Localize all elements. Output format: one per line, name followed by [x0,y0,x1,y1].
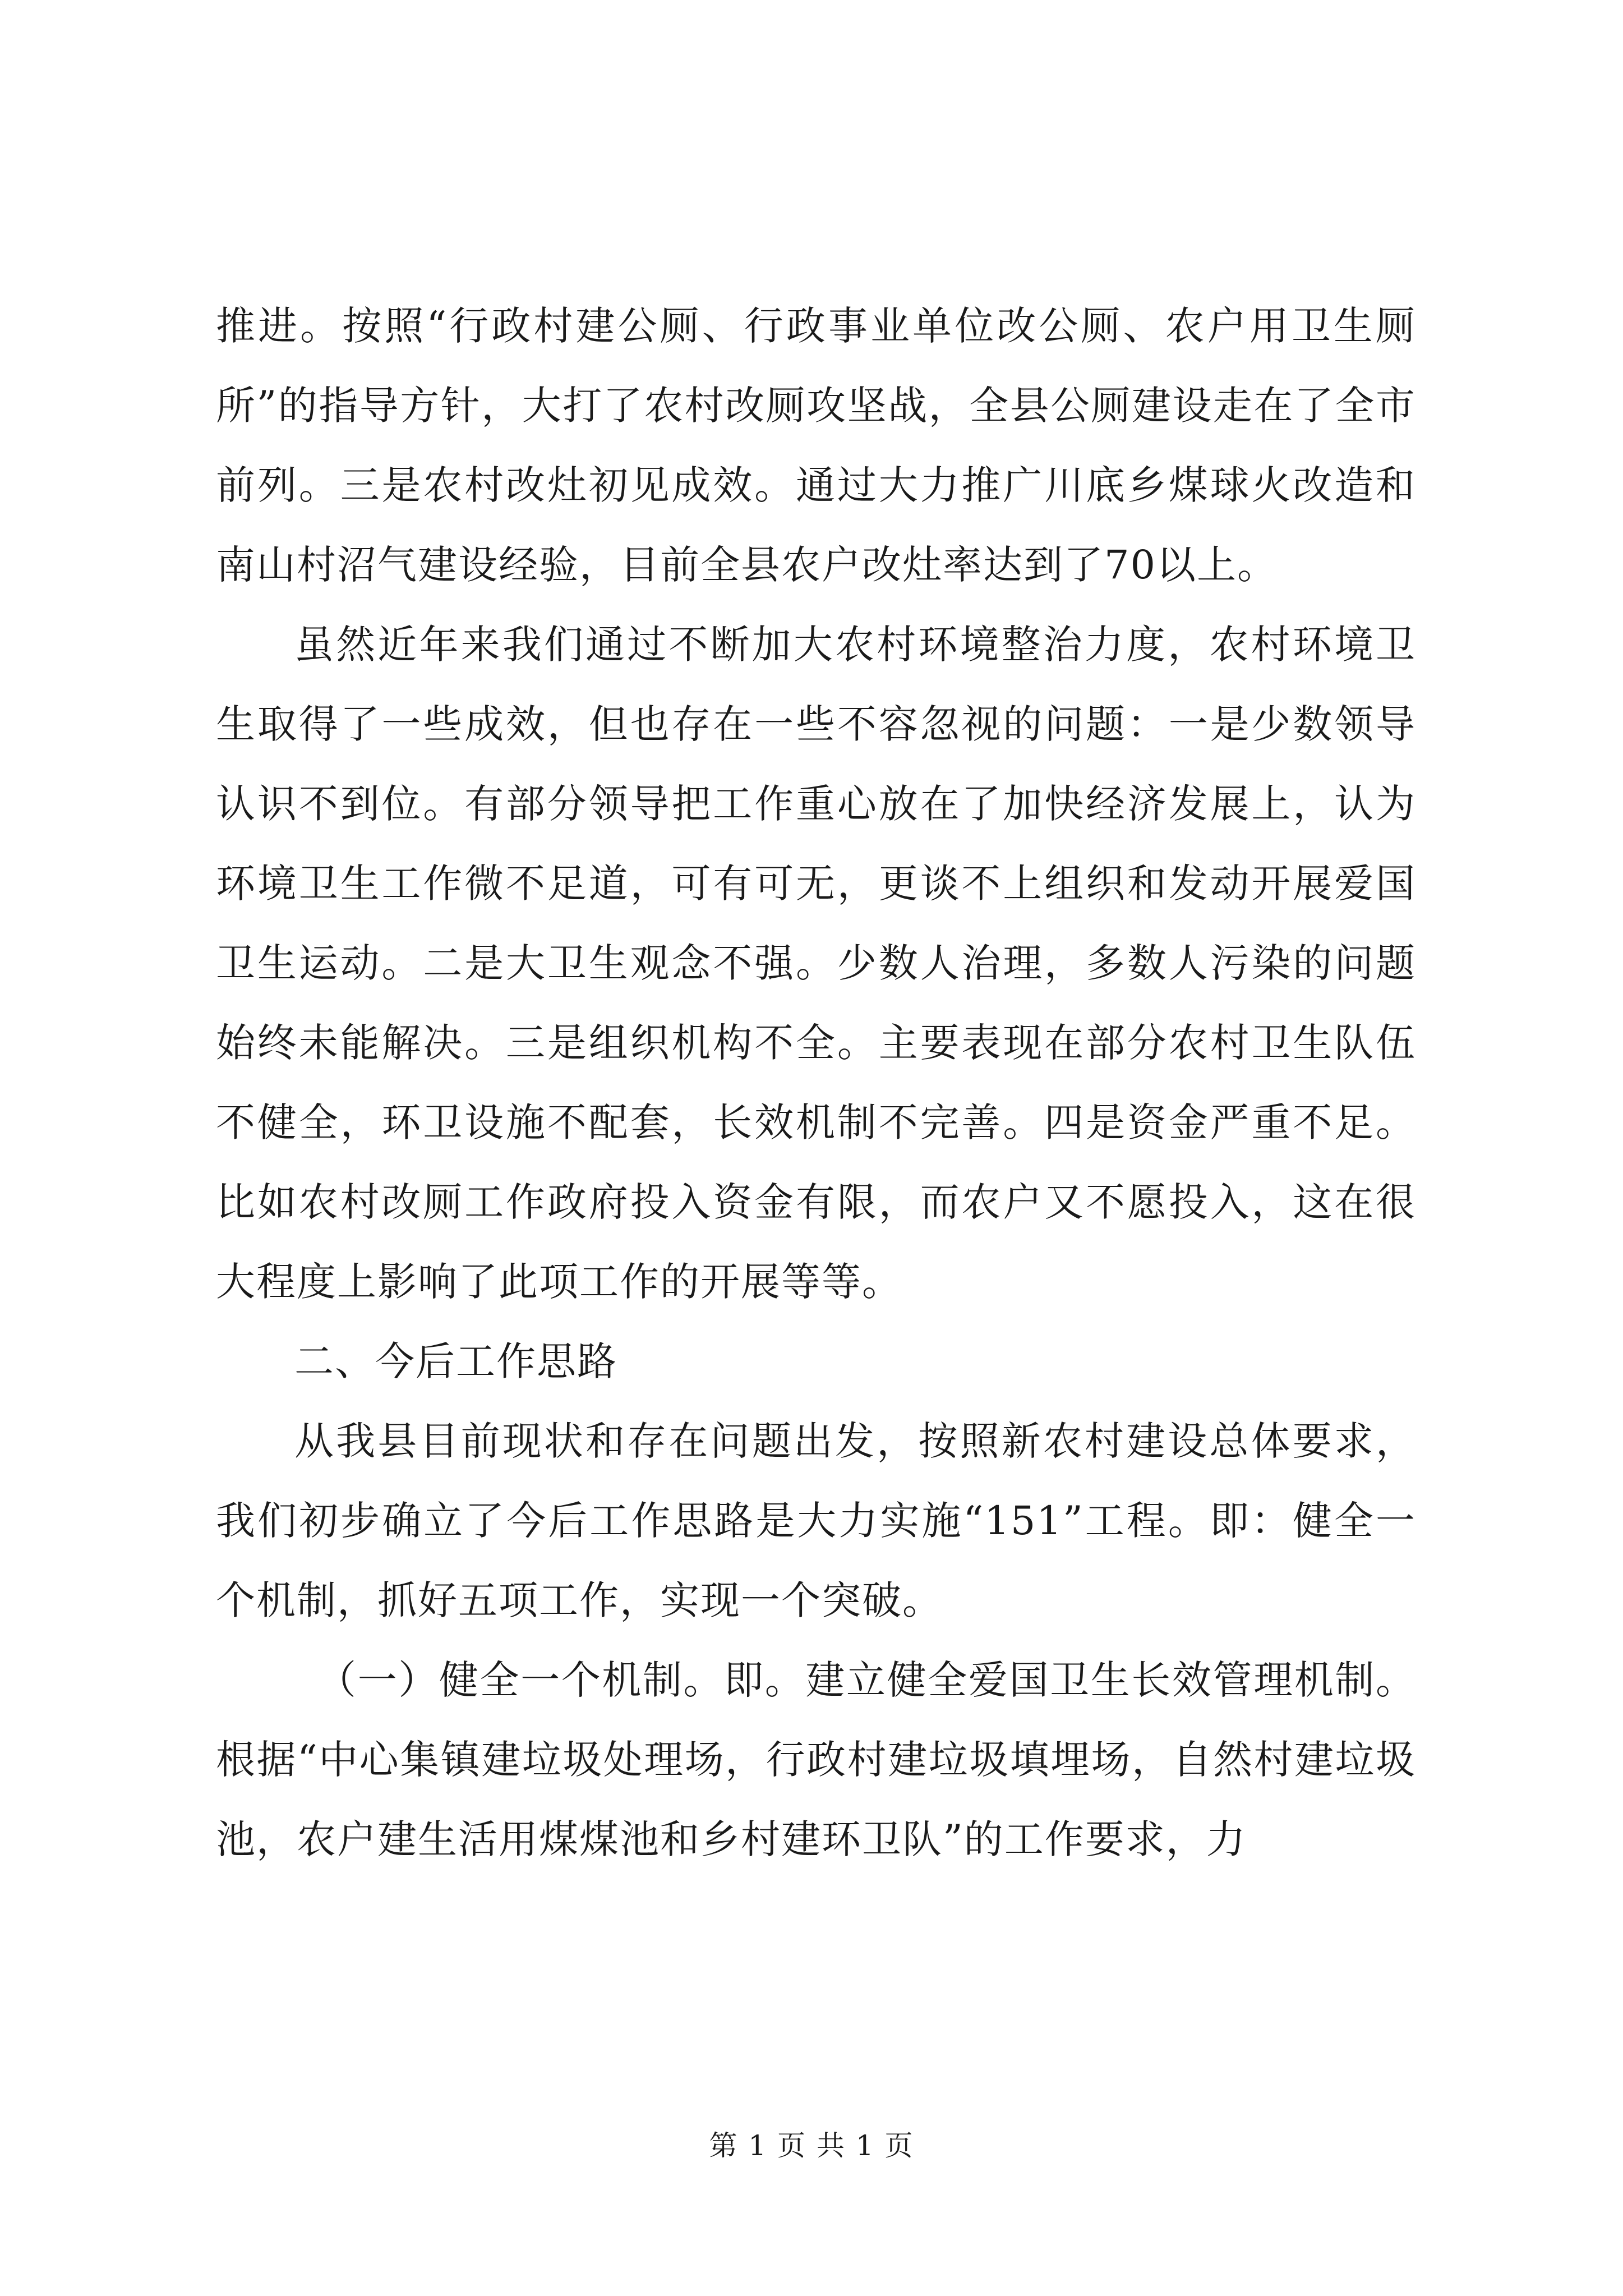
document-body [216,286,1416,1879]
paragraph-mechanism: （一）健全一个机制。即。建立健全爱国卫生长效管理机制。根据“中心集镇建垃圾处理场，行政村建垃圾填埋场，自然村建垃圾池，农户建生活用煤煤池和乡村建环卫队”的工作要求，力 [216,1657,1416,1862]
paragraph-work-plan: 从我县目前现状和存在问题出发，按照新农村建设总体要求，我们初步确立了今后工作思路是大力实施“151”工程。即：健全一个机制，抓好五项工作，实现一个突破。 [216,1418,1416,1623]
page-number-footer: 第 1 页 共 1 页 [709,2129,914,2162]
paragraph-problems: 虽然近年来我们通过不断加大农村环境整治力度，农村环境卫生取得了一些成效，但也存在一些不容忽视的问题：一是少数领导认识不到位。有部分领导把工作重心放在了加快经济发展上，认为环境卫生工作微不足道，可有可无，更谈不上组织和发动开展爱国卫生运动。二是大卫生观念不强。少数人治理，多数人污染的问题始终未能解决。三是组织机构不全。主要表现在部分农村卫生队伍不健全，环卫设施不配套，长效机制不完善。四是资金严重不足。比如农村改厕工作政府投入资金有限，而农户又不愿投入，这在很大程度上影响了此项工作的开展等等。 [216,622,1416,1305]
paragraph-continuation: 推进。按照“行政村建公厕、行政事业单位改公厕、农户用卫生厕所”的指导方针，大打了农村改厕攻坚战，全县公厕建设走在了全市前列。三是农村改灶初见成效。通过大力推广川底乡煤球火改造和南山村沼气建设经验，目前全县农户改灶率达到了70以上。 [216,303,1416,588]
section-heading: 二、今后工作思路 [294,1338,617,1384]
